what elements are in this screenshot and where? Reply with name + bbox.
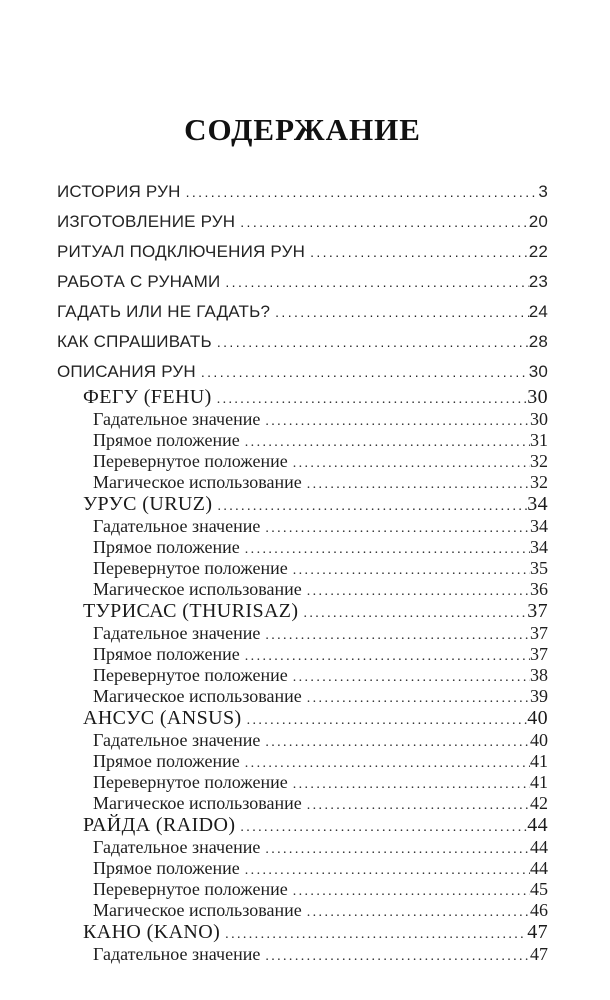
toc-entry-page: 42: [530, 793, 548, 813]
dot-leader: [260, 624, 530, 645]
toc-entry-page: 45: [530, 879, 548, 899]
toc-entry-page: 41: [530, 772, 548, 792]
toc-entry: [57, 559, 548, 580]
toc-entry: [57, 815, 548, 838]
toc-entry-label: Перевернутое положение: [93, 665, 288, 685]
toc-entry-label: РАЙДА (RAIDO): [83, 814, 236, 836]
dot-leader: [181, 177, 539, 207]
dot-leader: [302, 580, 530, 601]
toc-entry-page: 37: [530, 644, 548, 664]
dot-leader: [212, 327, 529, 357]
toc-entry-label: Перевернутое положение: [93, 879, 288, 899]
toc-entry-page: 41: [530, 751, 548, 771]
dot-leader: [240, 859, 530, 880]
toc-entry: [57, 922, 548, 945]
dot-leader: [242, 708, 528, 731]
dot-leader: [302, 473, 530, 494]
toc-entry-label: КАК СПРАШИВАТЬ: [57, 332, 212, 351]
toc-entry: [57, 901, 548, 922]
toc-entry-label: ИСТОРИЯ РУН: [57, 182, 181, 201]
toc-entry-label: Прямое положение: [93, 751, 240, 771]
dot-leader: [220, 267, 528, 297]
toc-entry-page: 40: [527, 707, 548, 729]
toc-entry-label: РИТУАЛ ПОДКЛЮЧЕНИЯ РУН: [57, 242, 306, 261]
toc-entry-page: 30: [527, 386, 548, 408]
toc-entry-page: 34: [530, 537, 548, 557]
toc-entry-page: 39: [530, 686, 548, 706]
dot-leader: [260, 838, 530, 859]
toc-entry-label: РАБОТА С РУНАМИ: [57, 272, 221, 291]
toc-entry-label: Гадательное значение: [93, 516, 261, 536]
toc-entry-label: Магическое использование: [93, 900, 302, 920]
toc-entry-page: 37: [527, 600, 548, 622]
toc-entry-page: 3: [538, 182, 548, 201]
toc-entry-page: 46: [530, 900, 548, 920]
dot-leader: [212, 387, 528, 410]
dot-leader: [240, 538, 530, 559]
dot-leader: [302, 901, 530, 922]
toc-entry-label: АНСУС (ANSUS): [83, 707, 242, 729]
toc-entry: [57, 410, 548, 431]
toc-entry-page: 31: [530, 430, 548, 450]
toc-entry: [57, 752, 548, 773]
toc-entry-label: ГАДАТЬ ИЛИ НЕ ГАДАТЬ?: [57, 302, 271, 321]
toc-entry: [57, 880, 548, 901]
toc-entry-label: Гадательное значение: [93, 837, 261, 857]
dot-leader: [288, 773, 530, 794]
toc-entry-label: Перевернутое положение: [93, 772, 288, 792]
dot-leader: [260, 517, 530, 538]
toc-entry-page: 44: [530, 837, 548, 857]
toc-entry-page: 23: [528, 272, 548, 291]
toc-entry-label: Магическое использование: [93, 686, 302, 706]
toc-entry: [57, 580, 548, 601]
toc-entry: [57, 773, 548, 794]
toc-entry: [57, 601, 548, 624]
toc-entry-page: 44: [530, 858, 548, 878]
toc-entry: [57, 538, 548, 559]
toc-entry: [57, 666, 548, 687]
toc-entry-page: 30: [528, 362, 548, 381]
toc-entry: [57, 624, 548, 645]
toc-entry-page: 36: [530, 579, 548, 599]
dot-leader: [240, 431, 530, 452]
toc-entry-label: Магическое использование: [93, 472, 302, 492]
dot-leader: [305, 237, 529, 267]
dot-leader: [260, 731, 530, 752]
toc-entry-label: Гадательное значение: [93, 409, 261, 429]
toc-entry-label: Магическое использование: [93, 579, 302, 599]
toc-entry-page: 20: [528, 212, 548, 231]
dot-leader: [260, 410, 530, 431]
toc-entry-label: Перевернутое положение: [93, 451, 288, 471]
dot-leader: [298, 601, 527, 624]
toc-entry-page: 32: [530, 451, 548, 471]
toc-entry-page: 35: [530, 558, 548, 578]
toc-entry: [57, 731, 548, 752]
toc-entry-page: 47: [530, 944, 548, 964]
toc-list: [57, 177, 548, 966]
toc-entry-page: 37: [530, 623, 548, 643]
toc-entry-page: 38: [530, 665, 548, 685]
toc-entry-page: 40: [530, 730, 548, 750]
toc-entry: [57, 494, 548, 517]
dot-leader: [235, 207, 528, 237]
toc-entry: [57, 645, 548, 666]
toc-entry: [57, 297, 548, 327]
toc-entry: [57, 945, 548, 966]
toc-entry-page: 34: [527, 493, 548, 515]
dot-leader: [270, 297, 529, 327]
toc-entry: [57, 517, 548, 538]
dot-leader: [302, 794, 530, 815]
toc-entry-label: УРУС (URUZ): [83, 493, 213, 515]
toc-entry: [57, 794, 548, 815]
dot-leader: [288, 666, 530, 687]
page-title: СОДЕРЖАНИЕ: [184, 112, 421, 147]
toc-entry-label: ОПИСАНИЯ РУН: [57, 362, 196, 381]
toc-entry-page: 24: [528, 302, 548, 321]
toc-entry: [57, 387, 548, 410]
toc-entry: [57, 327, 548, 357]
toc-entry-label: Перевернутое положение: [93, 558, 288, 578]
toc-entry: [57, 431, 548, 452]
toc-entry-label: Прямое положение: [93, 644, 240, 664]
toc-entry-page: 32: [530, 472, 548, 492]
dot-leader: [235, 815, 527, 838]
toc-entry-label: КАНО (KANO): [83, 921, 221, 943]
toc-entry: [57, 357, 548, 387]
toc-entry: [57, 687, 548, 708]
toc-entry: [57, 207, 548, 237]
dot-leader: [288, 880, 530, 901]
toc-entry-page: 22: [528, 242, 548, 261]
toc-entry-page: 44: [527, 814, 548, 836]
dot-leader: [302, 687, 530, 708]
dot-leader: [240, 645, 530, 666]
toc-entry-label: Гадательное значение: [93, 623, 261, 643]
toc-entry-label: ТУРИСАС (THURISAZ): [83, 600, 299, 622]
dot-leader: [212, 494, 527, 517]
dot-leader: [220, 922, 527, 945]
dot-leader: [288, 452, 530, 473]
toc-entry-page: 28: [528, 332, 548, 351]
dot-leader: [288, 559, 530, 580]
dot-leader: [240, 752, 530, 773]
toc-entry: [57, 859, 548, 880]
toc-entry-label: Гадательное значение: [93, 944, 261, 964]
toc-entry-label: Прямое положение: [93, 858, 240, 878]
toc-entry-label: Прямое положение: [93, 430, 240, 450]
dot-leader: [196, 357, 529, 387]
toc-entry: [57, 838, 548, 859]
toc-entry: [57, 177, 548, 207]
toc-entry-label: Магическое использование: [93, 793, 302, 813]
toc-entry: [57, 452, 548, 473]
toc-entry-page: 47: [527, 921, 548, 943]
toc-entry: [57, 237, 548, 267]
dot-leader: [260, 945, 530, 966]
toc-entry: [57, 708, 548, 731]
toc-entry-label: ИЗГОТОВЛЕНИЕ РУН: [57, 212, 236, 231]
toc-entry-label: Прямое положение: [93, 537, 240, 557]
toc-entry-label: Гадательное значение: [93, 730, 261, 750]
toc-entry-page: 34: [530, 516, 548, 536]
toc-entry-page: 30: [530, 409, 548, 429]
toc-entry: [57, 473, 548, 494]
toc-entry: [57, 267, 548, 297]
toc-entry-label: ФЕГУ (FEHU): [83, 386, 212, 408]
